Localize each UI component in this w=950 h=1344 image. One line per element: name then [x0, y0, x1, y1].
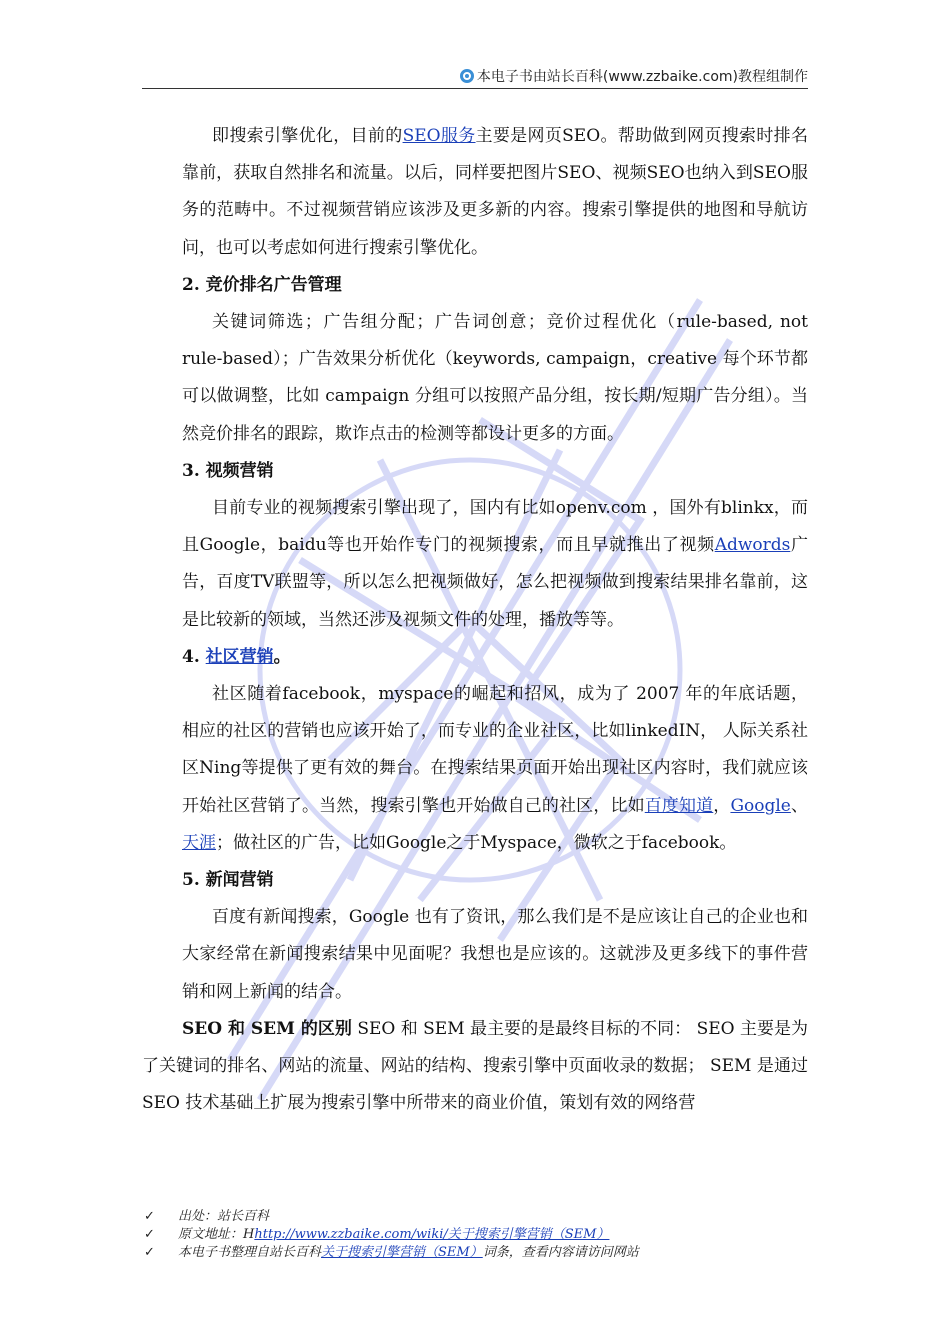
link-seo-service[interactable]: SEO服务 [402, 126, 476, 146]
paragraph-seo: 即搜索引擎优化，目前的SEO服务主要是网页SEO。帮助做到网页搜索时排名靠前，获取自然排名和流量。以后，同样要把图片SEO、视频SEO也纳入到SEO服务的范畴中。不过视频营销应该涉及更多新的内容。搜索引擎提供的地图和导航访问，也可以考虑如何进行搜索引擎优化。 [182, 126, 809, 258]
heading-community: 4. 社区营销。 [182, 646, 291, 667]
footer-source: ✓ 出处：站长百科 [142, 1208, 822, 1226]
heading-bidding: 2. 竞价排名广告管理 [182, 274, 342, 295]
footer-note-link[interactable]: 关于搜索引擎营销（SEM） [321, 1245, 483, 1260]
paragraph-bidding: 关键词筛选；广告组分配；广告词创意；竞价过程优化（rule-based, not rule-based）；广告效果分析优化（keywords, campaign，creative 每个环节都可以做调整，比如 campaign 分组可以按照产品分组，按长期/短期广告分组）。当然竞价排名的跟踪，欺诈点击的检测等都设计更多的方面。 [182, 312, 808, 444]
footer-notes [142, 1208, 822, 1262]
paragraph-community: 社区随着facebook，myspace的崛起和招风，成为了 2007 年的年底话题，相应的社区的营销也应该开始了，而专业的企业社区，比如linkedIN， 人际关系社区Ning等提供了更有效的舞台。在搜索结果页面开始出现社区内容时，我们就应该开始社区营销了。当然，搜索引擎也开始做自己的社区，比如百度知道，Google、天涯；做社区的广告，比如Google之于Myspace，微软之于facebook。 [182, 684, 809, 853]
link-adwords[interactable]: Adwords [714, 535, 791, 556]
paragraph-video: 目前专业的视频搜索引擎出现了，国内有比如openv.com ，国外有blinkx，而且Google，baidu等也开始作专门的视频搜索，而且早就推出了视频Adwords广告，百度TV联盟等，所以怎么把视频做好，怎么把视频做到搜索结果排名靠前，这是比较新的领域，当然还涉及视频文件的处理，播放等等。 [182, 498, 809, 630]
link-tianya[interactable]: 天涯 [182, 832, 216, 853]
paragraph-seo-vs-sem: SEO 和 SEM 的区别 SEO 和 SEM 最主要的是最终目标的不同： SEO 主要是为了关键词的排名、网站的流量、网站的结构、搜索引擎中页面收录的数据； SEM 是通过 SEO 技术基础上扩展为搜索引擎中所带来的商业价值，策划有效的网络营 [142, 1018, 808, 1114]
paragraph-news: 百度有新闻搜索，Google 也有了资讯，那么我们是不是应该让自己的企业也和大家经常在新闻搜索结果中见面呢？我想也是应该的。这就涉及更多线下的事件营销和网上新闻的结合。 [182, 907, 808, 1002]
heading-news: 5. 新闻营销 [182, 870, 274, 891]
header-text: 本电子书由站长百科(www.zzbaike.com)教程组制作 [476, 69, 808, 85]
logo-icon [460, 69, 474, 83]
heading-video: 3. 视频营销 [182, 460, 274, 481]
link-google[interactable]: Google [730, 795, 791, 816]
page-header [142, 62, 808, 89]
link-baidu-zhidao[interactable]: 百度知道 [644, 795, 714, 816]
footer-url-link[interactable]: http://www.zzbaike.com/wiki/关于搜索引擎营销（SEM） [254, 1227, 610, 1242]
link-community-marketing[interactable]: 社区营销 [205, 646, 274, 667]
document-body [142, 118, 809, 1122]
footer-note: ✓ 本电子书整理自站长百科关于搜索引擎营销（SEM）词条，查看内容请访问网站 [142, 1244, 822, 1262]
footer-url: ✓ 原文地址：Hhttp://www.zzbaike.com/wiki/关于搜索引擎营销（SEM） [142, 1226, 822, 1244]
